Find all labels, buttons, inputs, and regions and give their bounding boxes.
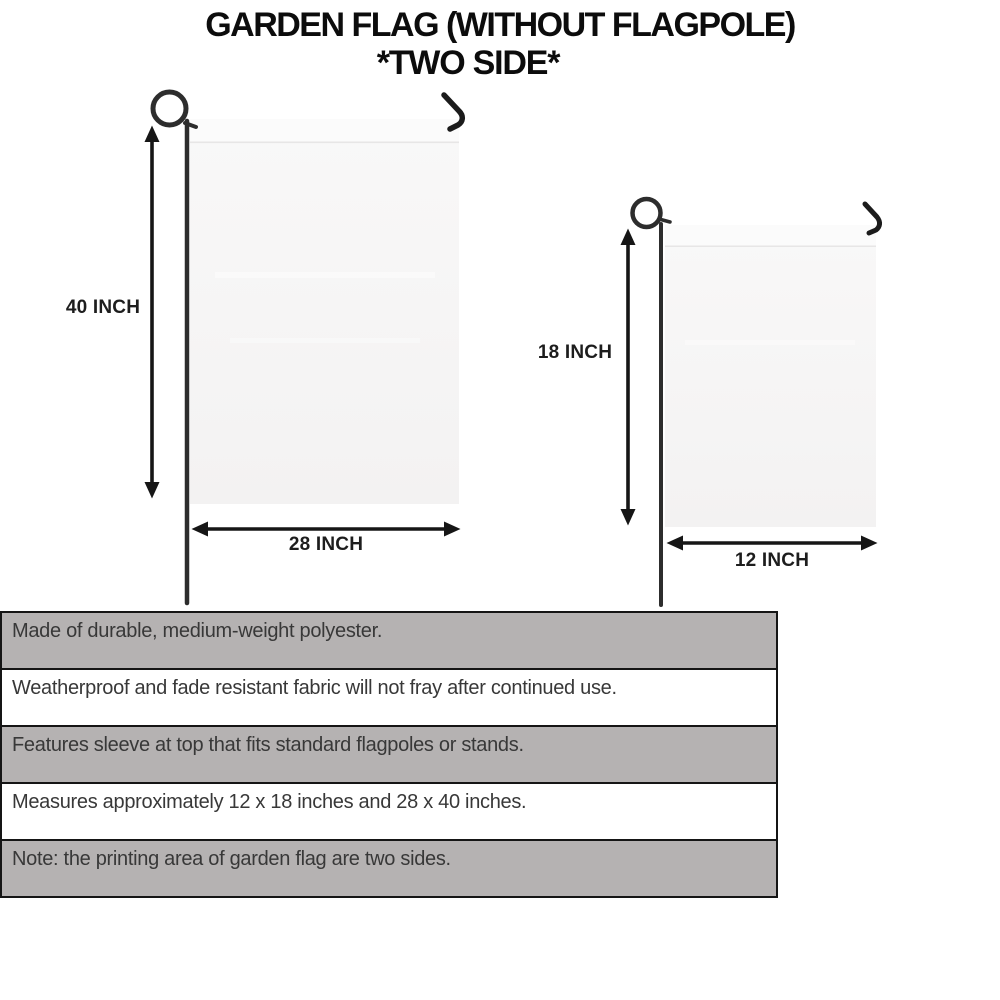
large-flag-fold-highlight <box>230 338 420 343</box>
feature-row-note: Note: the printing area of garden flag are two sides. <box>2 839 776 896</box>
large-flag-sleeve <box>190 119 459 142</box>
large-flag-fold-highlight <box>215 272 435 278</box>
small-flag-height-label: 18 INCH <box>537 342 613 363</box>
feature-row-measures: Measures approximately 12 x 18 inches and 28 x 40 inches. <box>2 782 776 839</box>
small-flag-sleeve-seam <box>665 246 876 248</box>
small-flag-fold-highlight <box>685 340 855 345</box>
feature-table <box>0 611 778 898</box>
small-flag-width-label: 12 INCH <box>734 550 810 571</box>
small-flag-group <box>621 199 880 605</box>
title-line-2: *TWO SIDE* <box>376 44 560 82</box>
large-flag-panel <box>190 119 459 504</box>
small-flag-pole-loop-tail <box>659 219 670 222</box>
title-line-1: GARDEN FLAG (WITHOUT FLAGPOLE) <box>205 6 795 44</box>
large-flag-group <box>145 92 463 603</box>
height-arrow-small <box>621 229 636 526</box>
feature-row-weatherproof: Weatherproof and fade resistant fabric will not fray after continued use. <box>2 668 776 725</box>
large-flag-height-label: 40 INCH <box>65 297 141 318</box>
feature-row-material: Made of durable, medium-weight polyester. <box>2 613 776 668</box>
large-flag-width-label: 28 INCH <box>288 534 364 555</box>
feature-row-sleeve: Features sleeve at top that fits standard flagpoles or stands. <box>2 725 776 782</box>
small-flag-panel <box>665 225 876 527</box>
large-flag-sleeve-seam <box>190 142 459 144</box>
small-flag-pole-loop <box>633 199 661 227</box>
width-arrow-small <box>667 536 878 551</box>
small-flag-sleeve <box>665 225 876 246</box>
large-flag-pole-loop <box>153 92 186 125</box>
